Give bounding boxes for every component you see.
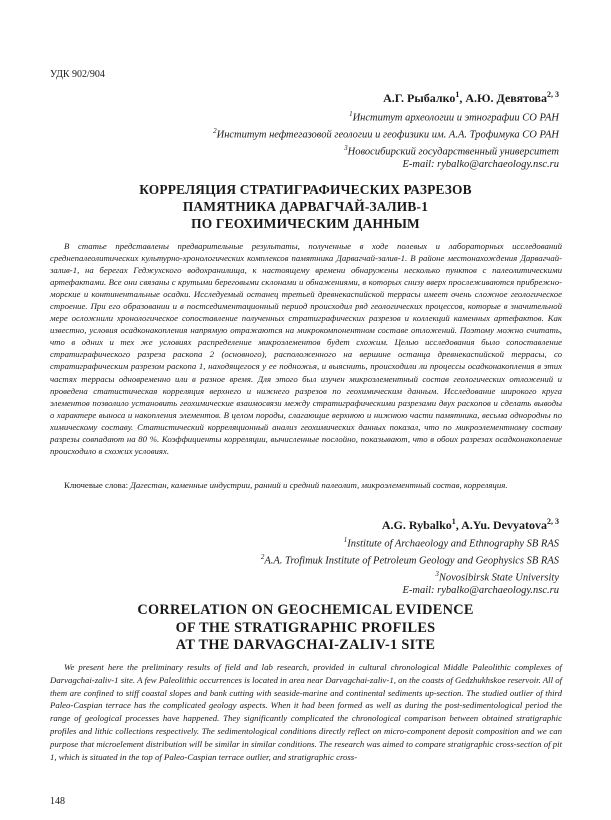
affiliation-en-2 xyxy=(99,551,559,568)
udc-code: УДК 902/904 xyxy=(50,69,105,80)
affiliation-sup: 1 xyxy=(349,110,353,118)
affiliation-text: Novosibirsk State University xyxy=(438,572,559,584)
affiliations-en xyxy=(99,534,559,598)
affiliation-sup: 3 xyxy=(344,143,348,152)
author-en-b: , A.Yu. Devyatova xyxy=(455,518,547,532)
affiliation-text: Institute of Archaeology and Ethnography SB RAS xyxy=(347,538,559,550)
title-line: AT THE DARVAGCHAI-ZALIV-1 SITE xyxy=(175,637,436,653)
affiliation-text: Новосибирский государственный университет xyxy=(347,146,559,158)
affiliation-sup: 2 xyxy=(260,552,265,561)
keywords-label: Ключевые слова: xyxy=(64,480,129,490)
affiliation-sup: 2 xyxy=(213,126,217,135)
title-line: КОРРЕЛЯЦИЯ СТРАТИГРАФИЧЕСКИХ РАЗРЕЗОВ xyxy=(139,182,472,197)
authors-ru xyxy=(383,90,559,106)
affiliation-ru-1 xyxy=(99,108,559,125)
affiliation-text: A.A. Trofimuk Institute of Petroleum Geology and Geophysics SB RAS xyxy=(264,555,559,567)
article-title-en xyxy=(40,602,571,655)
author-ru-b-sup: 2, 3 xyxy=(547,90,559,99)
email-en: E-mail: rybalko@archaeology.nsc.ru xyxy=(402,585,559,597)
abstract-ru-text: В статье представлены предварительные результаты, полученные в ходе полевых и лабораторных исследований среднепалеолитических культурно-хронологических комплексов памятника Дарвагчай-залив-1. В районе местонахождения Дарвагчай-залив-1, на берегах Геджухского водохранилища, к настоящему времени обнаружены несколько пунктов с палеолитическими артефактами. Все они связаны с крутыми береговыми склонами и обнажениями, в которых снизу вверх прослеживаются прибрежно-морские и континентальные осадки. Исследуемый останец третьей древнекаспийской террасы имеет очень сложное геологическое строение. При его образовании и в постседиментационный период происходил ряд геологических процессов, которые в значительной мере осложнили хронологическое сопоставление полученных стратиграфических разрезов и коллекций каменных артефактов. Как известно, условия осадконакопления напрямую отражаются на микрокомпонентном составе отложений. Поэтому можно считать, что в одних и тех же условиях распределение микроэлементов будет схожим. Целью исследования было сопоставление стратиграфического разреза раскопа 2 (основного), расположенного на вершине останца древнекаспийской террасы, со стратиграфическим разрезом раскопа 1, находящегося у ее подножья, и выяснить, происходили ли процессы осадконакопления в этих частях террасы одновременно или в разное время. Для этого был изучен микроэлементный состав геологических отложений и проведена статистическая корреляция верхнего и нижнего разрезов по геохимическим данным. Исследование широкого круга элементов позволило установить геохимические взаимосвязи между стратиграфическими разрезами двух раскопов и сделать выводы о характере выноса и накопления элементов. В целом породы, слагающие верхнюю и нижнюю части памятника, весьма однородны по химическому составу. Статистический корреляционный анализ геохимических данных показал, что по микроэлементному составу разрезы совпадают на 80 %. Коэффициенты корреляции, вычисленные послойно, показывают, что в обоих разрезах осадконакопление происходило в схожих условиях. xyxy=(50,241,562,456)
page-number: 148 xyxy=(50,796,65,807)
title-line: ПАМЯТНИКА ДАРВАГЧАЙ-ЗАЛИВ-1 xyxy=(182,199,429,214)
abstract-en-text: We present here the preliminary results of field and lab research, provided in cultural chronological Middle Paleolithic complexes of Darvagchai-zaliv-1 site. A few Paleolithic occurrences is located in area near Darvagchai-zaliv-1, on the coasts of Gedzhukhskoe reservoir. All of them are confined to stiff coastal slopes and bank cutting with seaside-marine and continental sediments up-section. The studied outlier of third Paleo-Caspian terrace has the complicated geology aspects. When it had been formed as well as during the post-sedimentological period the range of geological processes have happened. They significantly complicated the chronological comparison between obtained stratigraphic profiles and lithic collections respectively. The sedimentological conditions directly reflect on micro-component deposit composition and we can purpose that microelement distribution will be similar in similar conditions. The research was aimed to compare stratigraphic cross-section of pit 1, which is situated in the top of Paleo-Caspian terrace outlier, and stratigraphic cross- xyxy=(50,662,562,762)
title-line: ПО ГЕОХИМИЧЕСКИМ ДАННЫМ xyxy=(191,216,420,231)
author-ru-a-sup: 1 xyxy=(455,90,460,99)
author-en-a: A.G. Rybalko xyxy=(381,518,452,532)
author-en-a-sup: 1 xyxy=(451,517,456,526)
author-ru-a: А.Г. Рыбалко xyxy=(383,91,456,105)
email-ru: E-mail: rybalko@archaeology.nsc.ru xyxy=(402,159,559,171)
affiliation-text: Институт нефтегазовой геологии и геофизики им. А.А. Трофимука СО РАН xyxy=(216,129,559,141)
affiliations-ru xyxy=(99,108,559,172)
abstract-en xyxy=(50,661,562,763)
title-line: OF THE STRATIGRAPHIC PROFILES xyxy=(175,619,436,636)
authors-en xyxy=(382,517,559,533)
affiliation-ru-2 xyxy=(99,125,559,142)
abstract-ru xyxy=(50,240,562,457)
affiliation-sup: 1 xyxy=(343,536,348,544)
keywords-text: Дагестан, каменные индустрии, ранний и средний палеолит, микроэлементный состав, корреляция. xyxy=(130,480,508,490)
author-ru-b: , А.Ю. Девятова xyxy=(459,91,547,105)
affiliation-en-3 xyxy=(99,568,559,585)
affiliation-text: Институт археологии и этнографии СО РАН xyxy=(352,112,559,124)
keywords-ru xyxy=(50,479,562,491)
affiliation-ru-3 xyxy=(99,142,559,159)
affiliation-sup: 3 xyxy=(435,569,439,578)
title-line: CORRELATION ON GEOCHEMICAL EVIDENCE xyxy=(137,602,474,618)
article-title-ru xyxy=(40,181,571,232)
author-en-b-sup: 2, 3 xyxy=(547,517,559,526)
affiliation-en-1 xyxy=(99,534,559,551)
